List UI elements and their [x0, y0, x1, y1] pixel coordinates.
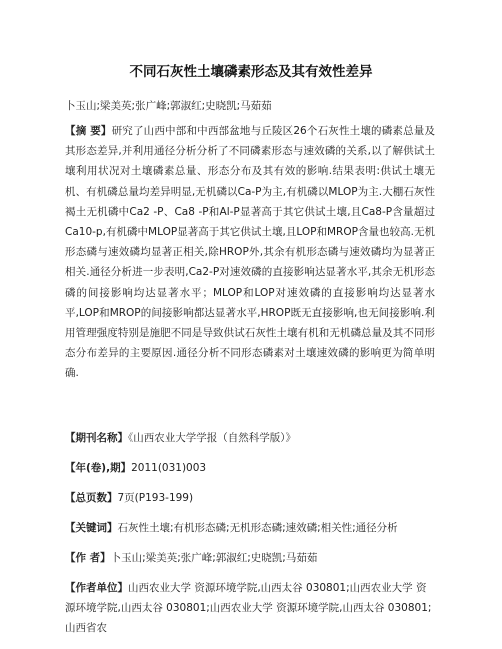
keywords-row: [65, 518, 435, 538]
author-label: 【作 者】: [65, 552, 111, 564]
keywords-label: 【关键词】: [65, 522, 118, 534]
year-label: 【年(卷),期】: [65, 462, 132, 474]
paper-title: 不同石灰性土壤磷素形态及其有效性差异: [129, 64, 373, 80]
affiliation-text: 山西农业大学 资源环境学院,山西太谷 030801;山西农业大学 资源环境学院,山西太谷 030801;山西农业大学 资源环境学院,山西太谷 030801;山西省农: [65, 582, 432, 635]
pages-label: 【总页数】: [65, 492, 118, 504]
author-row: [65, 548, 435, 568]
author-text: 卜玉山;梁美英;张广峰;郭淑红;史晓凯;马茹茹: [110, 552, 318, 564]
affiliation-row: [65, 578, 435, 639]
pages-row: [65, 488, 435, 508]
keywords-text: 石灰性土壤;有机形态磷;无机形态磷;速效磷;相关性;通径分析: [117, 522, 398, 534]
journal-row: [65, 428, 435, 448]
abstract-section: [65, 121, 435, 384]
author-line: 卜玉山;梁美英;张广峰;郭淑红;史晓凯;马茹茹: [65, 100, 272, 112]
year-row: [65, 458, 435, 478]
affiliation-label: 【作者单位】: [65, 582, 128, 594]
pages-text: 7页(P193-199): [117, 492, 194, 504]
year-text: 2011(031)003: [131, 462, 207, 474]
abstract-label: 【摘 要】: [65, 125, 112, 137]
journal-label: 【期刊名称】: [65, 432, 128, 444]
journal-text: 《山西农业大学学报（自然科学版）》: [128, 432, 296, 444]
abstract-text: 研究了山西中部和中西部盆地与丘陵区26个石灰性土壤的磷素总量及其形态差异,并利用通径分析分析了不同磷素形态与速效磷的关系,以了解供试土壤利用状况对土壤磷素总量、形态分布及其有效的影响.结果表明:供试土壤无机、有机磷总量均差异明显,无机磷以Ca-P为主,有机磷以MLOP为主.大棚石灰性褐土无机磷中Ca2 -P、Ca8 -P和Al-P显著高于其它供试土壤,且Ca8-P含量超过Ca10-p,有机磷中MLOP显著高于其它供试土壤,且LOP和MROP含量也较高.无机形态磷与速效磷均显著正相关,除HROP外,其余有机形态磷与速效磷均为显著正相关.通径分析进一步表明,Ca2-P对速效磷的直接影响达显著水平,其余无机形态磷的间接影响均达显著水平；MLOP和LOP对速效磷的直接影响均达显著水平,LOP和MROP的间接影响都达显著水平,HROP既无直接影响,也无间接影响.利用管理强度特别是施肥不同是导致供试石灰性土壤有机和无机磷总量及其不同形态分布差异的主要原因.通径分析不同形态磷素对土壤速效磷的影响更为简单明确.: [65, 125, 435, 380]
